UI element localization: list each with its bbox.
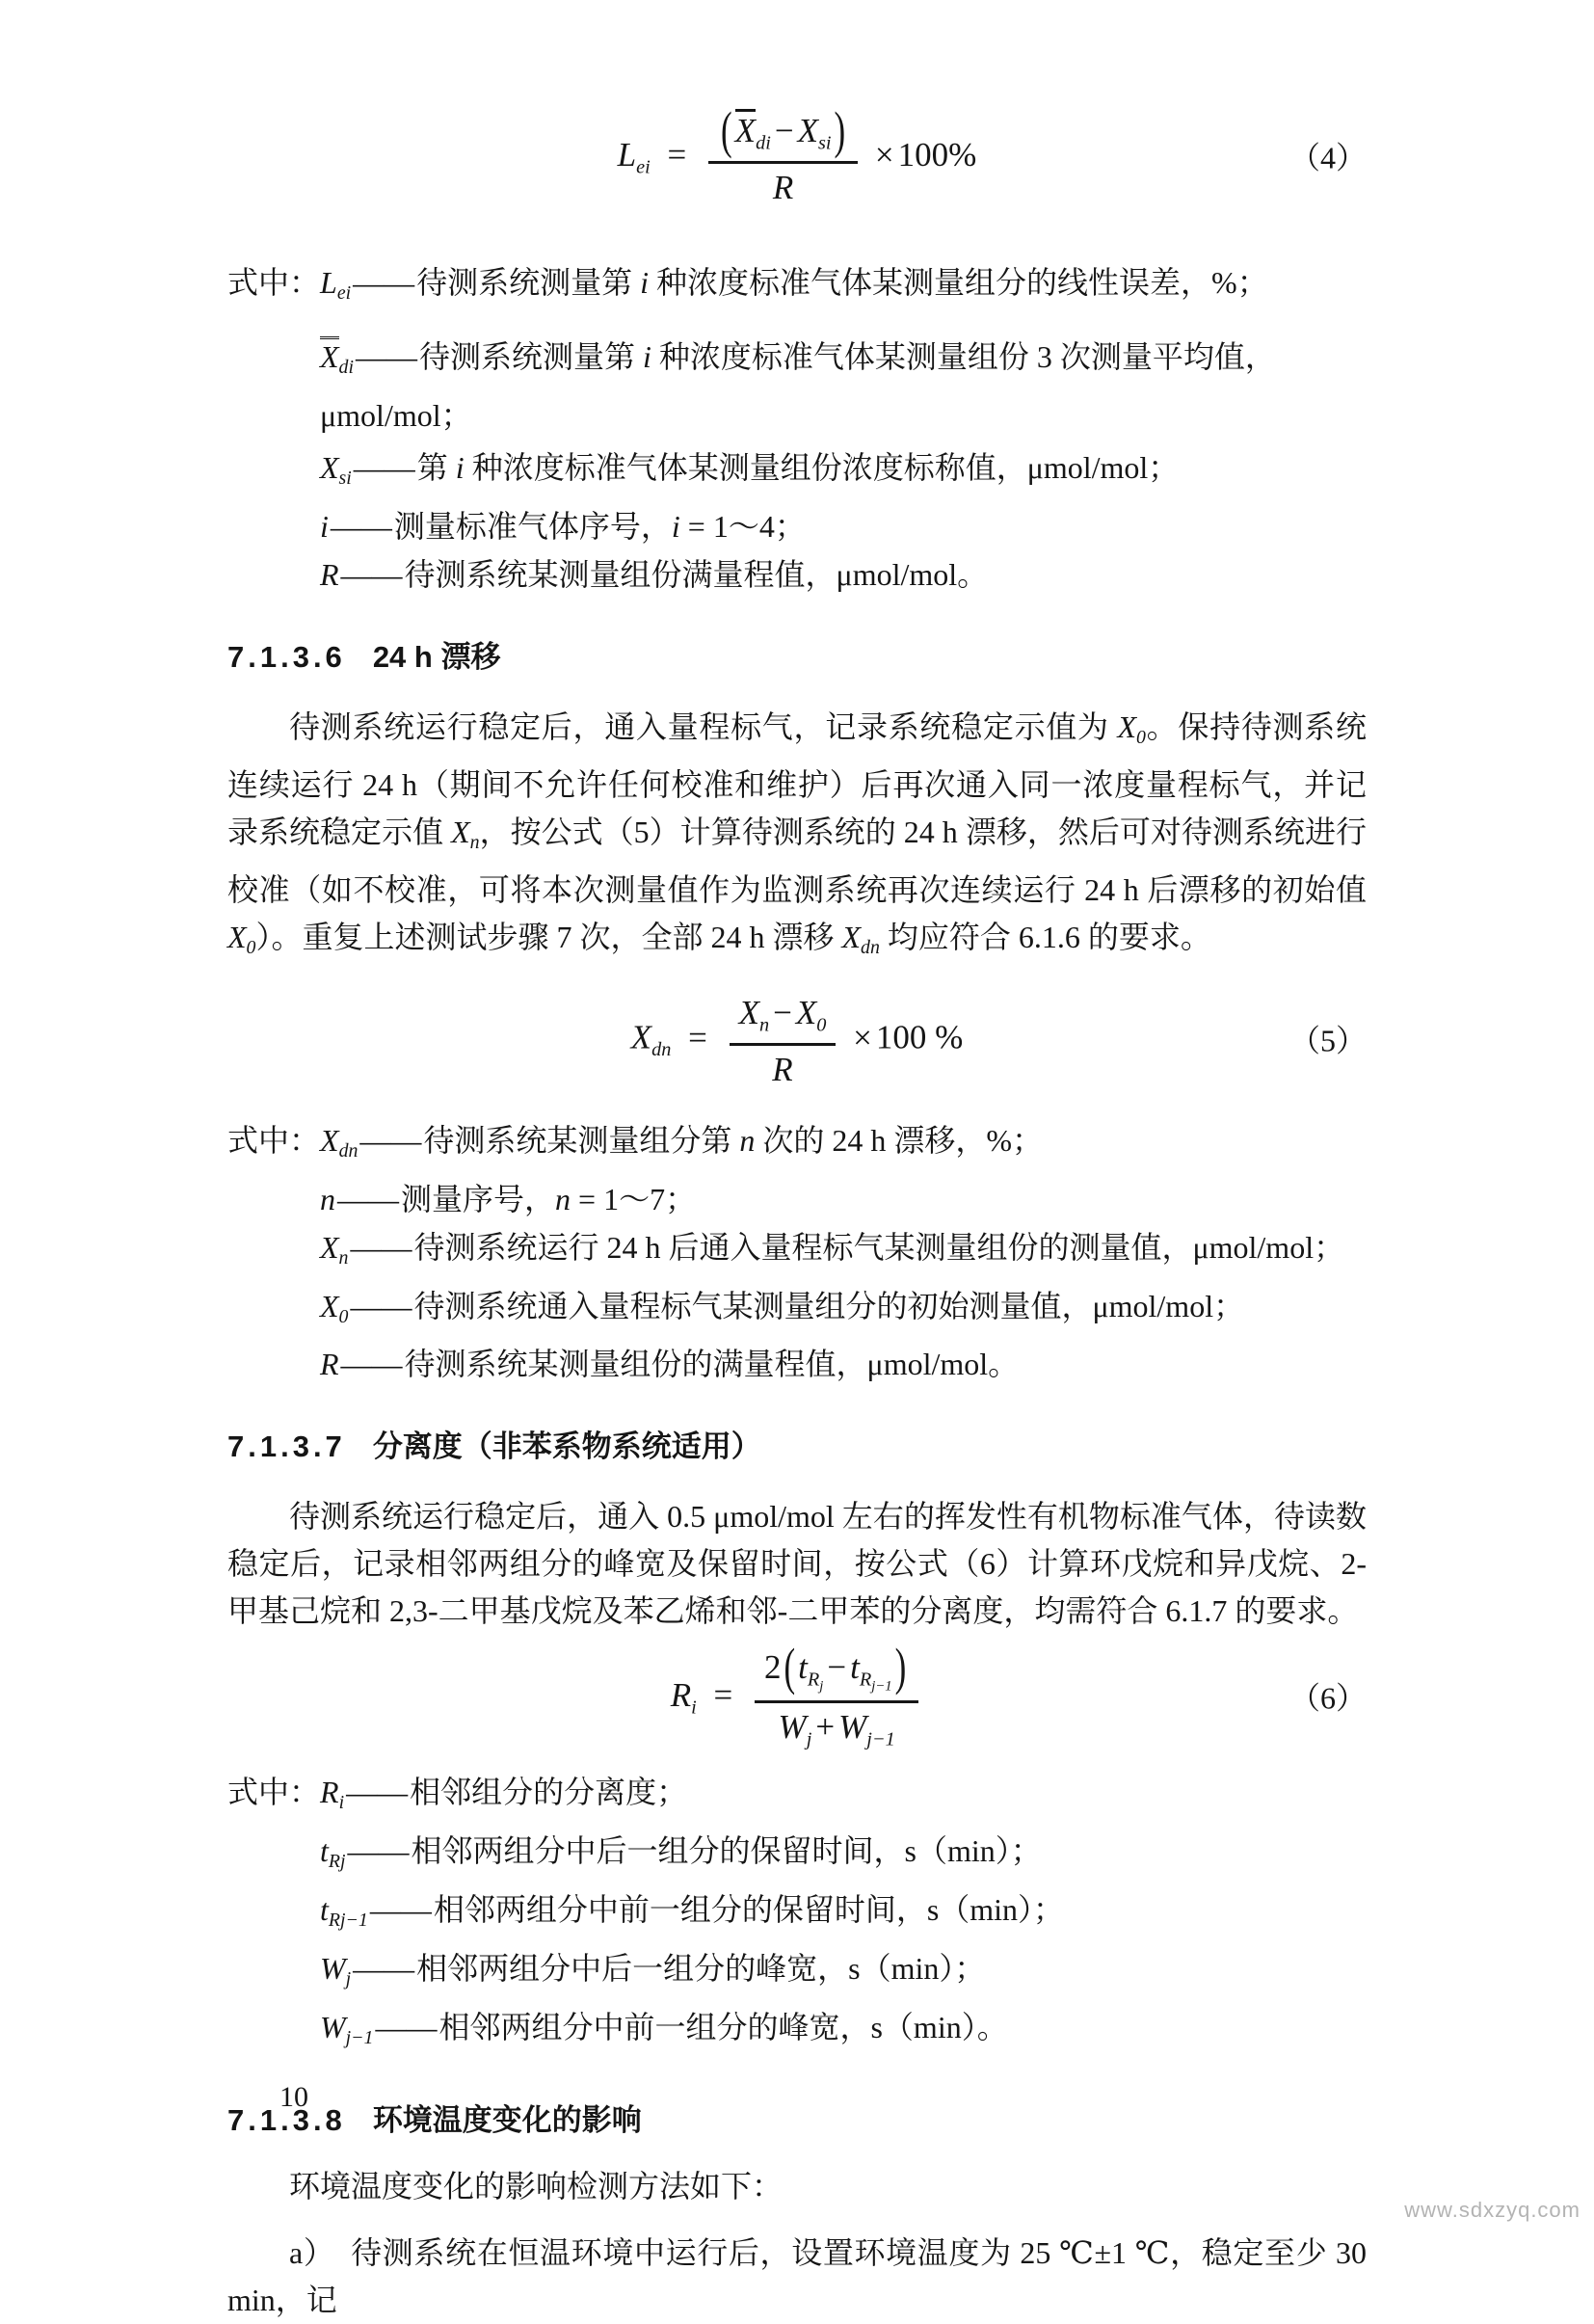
variable-run: si	[338, 467, 352, 489]
variable-run: n	[739, 1122, 756, 1158]
text-run: 环境温度变化的影响检测方法如下：	[289, 2169, 784, 2204]
variable-run: j	[345, 1968, 352, 1990]
definition-item	[227, 2003, 1367, 2062]
eq5-num-variable-2: X	[795, 994, 817, 1032]
eq4-fraction	[708, 101, 858, 209]
section-title: 环境温度变化的影响	[372, 2103, 642, 2138]
definition-term	[320, 449, 352, 489]
eq6-width-variable-2: W	[838, 1708, 867, 1747]
definition-dash: ——	[369, 1892, 432, 1928]
variable-run: X	[320, 1229, 339, 1265]
definition-term	[320, 2010, 374, 2049]
definition-description	[413, 1230, 1344, 1265]
definition-description	[438, 2010, 1007, 2044]
variable-run: i	[640, 265, 650, 300]
paragraph-resolution	[227, 1493, 1367, 1635]
definition-dash: ——	[337, 1181, 399, 1216]
eq6-minus-sign: −	[827, 1648, 847, 1687]
definition-item	[227, 317, 1367, 443]
eq6-width-variable-1: W	[778, 1708, 807, 1747]
section-heading-7-1-3-7	[227, 1423, 1367, 1470]
section-number: 7.1.3.8	[227, 2103, 346, 2138]
definition-item	[227, 1340, 1367, 1388]
definition-item	[227, 1885, 1367, 1944]
text-run: 种浓度标准气体某测量组份 3 次测量平均值，μmol/mol；	[320, 338, 1276, 433]
definition-dash: ——	[353, 265, 415, 300]
eq4-minus-sign: −	[774, 112, 794, 150]
equation-4	[617, 101, 977, 209]
definition-description	[405, 1347, 1020, 1381]
eq5-numerator	[730, 990, 837, 1046]
variable-run: X	[841, 919, 862, 954]
paragraph-temperature-intro	[227, 2163, 1367, 2210]
eq4-nominal-variable: X	[797, 112, 818, 150]
equation-5	[631, 990, 964, 1091]
text-run: 相邻两组分中前一组分的保留时间，s（min）；	[433, 1892, 1065, 1928]
eq4-close-paren: )	[834, 101, 846, 160]
definition-lead: 式中：	[227, 1775, 321, 1810]
definition-item	[227, 1282, 1367, 1341]
definition-description	[410, 1775, 687, 1809]
text-run: 待测系统某测量组分第	[423, 1122, 740, 1158]
eq6-width-subscript-1: j	[806, 1729, 812, 1751]
definition-lead: 式中：	[227, 265, 321, 300]
variable-run: i	[455, 449, 465, 485]
variable-run: j−1	[345, 2027, 374, 2049]
text-run: = 1～7；	[571, 1181, 697, 1216]
definition-description	[394, 509, 806, 544]
definition-term	[320, 1833, 346, 1873]
eq5-num-subscript-1: n	[758, 1014, 770, 1036]
eq6-denominator	[779, 1703, 895, 1752]
definition-dash: ——	[355, 338, 417, 374]
text-run: 第	[416, 449, 456, 485]
equation-6-number: （6）	[1288, 1680, 1367, 1716]
text-run: 相邻两组分中后一组分的峰宽，s（min）；	[416, 1951, 986, 1987]
variable-run: n	[338, 1246, 349, 1269]
equation-4-number: （4）	[1288, 140, 1367, 175]
eq6-retention-variable-2: t	[850, 1648, 860, 1687]
definition-term	[320, 265, 352, 304]
eq6-retention-subscript-1: R	[807, 1670, 820, 1692]
eq5-denominator: R	[772, 1051, 793, 1089]
text-run: 次的 24 h 漂移，%；	[755, 1122, 1044, 1158]
eq4-nominal-subscript: si	[817, 132, 832, 154]
eq5-lhs-subscript: dn	[651, 1039, 672, 1061]
definition-description	[320, 339, 1276, 433]
eq5-factor: 100 %	[875, 1018, 964, 1056]
eq4-mean-variable: X	[735, 109, 756, 149]
text-run: a） 待测系统在恒温环境中运行后，设置环境温度为 25 ℃±1 ℃，稳定至少 30 min，记	[227, 2235, 1367, 2318]
eq5-times-sign: ×	[853, 1018, 872, 1056]
variable-run: n	[320, 1181, 335, 1216]
paragraph-temperature-item-a	[227, 2230, 1367, 2324]
definition-description	[401, 1182, 696, 1216]
definition-term	[320, 1775, 345, 1814]
text-run: 相邻组分的分离度；	[410, 1775, 688, 1810]
variable-run: i	[338, 1792, 345, 1814]
eq4-times-sign: ×	[874, 136, 894, 174]
eq6-coefficient: 2	[764, 1648, 782, 1687]
eq4-lhs-subscript: ei	[636, 156, 651, 178]
section-number: 7.1.3.6	[227, 639, 346, 674]
eq4-numerator	[708, 101, 858, 164]
definition-dash: ——	[375, 2010, 438, 2045]
equation-4-definitions	[227, 258, 1367, 599]
text-run: 。保持待测系统连续运行 24 h（期间不允许任何校准和维护）后再次通入同一浓度量程标气，并记录系统稳定示值	[227, 708, 1367, 849]
variable-run: 0	[338, 1305, 349, 1327]
definition-lead: 式中：	[227, 1122, 321, 1158]
definition-item	[227, 1223, 1367, 1282]
definition-term	[320, 1892, 368, 1932]
variable-run: L	[320, 265, 337, 300]
definition-description	[405, 557, 989, 592]
eq4-open-paren: (	[721, 101, 732, 160]
text-run: ，按公式（5）计算待测系统的 24 h 漂移，然后可对待测系统进行校准（如不校准，可将本次测量值作为监测系统再次连续运行 24 h 后漂移的初始值	[227, 814, 1367, 907]
definition-term	[320, 1122, 359, 1162]
variable-run: n	[469, 831, 480, 853]
definition-item	[227, 1116, 1367, 1175]
definition-description	[423, 1123, 1043, 1158]
equation-6-block	[227, 1637, 1367, 1760]
section-heading-7-1-3-6	[227, 633, 1367, 681]
definition-term	[320, 1288, 349, 1327]
definition-dash: ——	[350, 1229, 412, 1265]
variable-run: 0	[1136, 726, 1146, 748]
variable-run: X	[320, 336, 339, 374]
text-run: 待测系统运行 24 h 后通入量程标气某测量组份的测量值，μmol/mol；	[413, 1229, 1345, 1265]
eq4-factor: 100%	[897, 136, 977, 174]
definition-term	[320, 338, 354, 378]
text-run: 待测系统运行稳定后，通入 0.5 μmol/mol 左右的挥发性有机物标准气体，待读数稳定后，记录相邻两组分的峰宽及保留时间，按公式（6）计算环戊烷和异戊烷、2-甲基己烷和 2,3-二甲基戊烷及苯乙烯和邻-二甲苯的分离度，均需符合 6.1.7 的要求。	[227, 1499, 1367, 1629]
eq4-equals-sign: =	[667, 136, 687, 174]
eq6-lhs-variable: R	[670, 1676, 692, 1715]
text-run: 种浓度标准气体某测量组分的线性误差，%；	[649, 265, 1268, 300]
definition-item	[227, 1827, 1367, 1885]
definition-dash: ——	[346, 1775, 409, 1810]
variable-run: di	[338, 356, 354, 378]
variable-run: X	[451, 814, 470, 849]
definition-term	[320, 1182, 335, 1216]
text-run: 待测系统运行稳定后，通入量程标气，记录系统稳定示值为	[289, 708, 1118, 744]
eq6-open-paren: (	[784, 1638, 796, 1696]
definition-item	[227, 1944, 1367, 2003]
variable-run: t	[320, 1892, 329, 1928]
definition-item	[227, 443, 1367, 502]
text-run: 测量标准气体序号，	[393, 508, 672, 544]
definition-item	[227, 1175, 1367, 1223]
variable-run: i	[671, 508, 680, 544]
eq6-retention-variable-1: t	[798, 1648, 808, 1687]
text-run: ）。重复上述测试步骤 7 次，全部 24 h 漂移	[255, 919, 842, 954]
eq6-lhs-subscript: i	[691, 1697, 697, 1720]
definition-dash: ——	[350, 1288, 412, 1323]
eq6-equals-sign: =	[713, 1676, 733, 1715]
variable-run: W	[320, 1951, 346, 1987]
eq6-retention-subsubscript-2: j−1	[871, 1678, 892, 1695]
equation-5-number: （5）	[1288, 1023, 1367, 1058]
variable-run: R	[320, 1347, 339, 1382]
variable-run: ei	[336, 281, 352, 304]
text-run: 均应符合 6.1.6 的要求。	[879, 919, 1211, 954]
equation-6	[670, 1638, 924, 1752]
equation-5-block	[227, 987, 1367, 1095]
variable-run: dn	[861, 936, 880, 958]
text-run: 待测系统某测量组份的满量程值，μmol/mol。	[404, 1347, 1020, 1382]
variable-run: X	[320, 1122, 339, 1158]
equation-4-block	[227, 100, 1367, 216]
definition-item	[227, 1768, 1367, 1827]
variable-run: i	[643, 338, 651, 374]
eq6-fraction	[755, 1638, 918, 1752]
variable-run: Rj−1	[328, 1910, 368, 1932]
definition-term	[320, 509, 329, 544]
definition-item	[227, 550, 1367, 599]
eq5-num-variable-1: X	[738, 994, 759, 1032]
text-run: 待测系统测量第	[416, 265, 641, 300]
definition-description	[413, 1289, 1244, 1323]
eq6-width-subscript-2: j−1	[866, 1729, 895, 1751]
definition-dash: ——	[330, 508, 392, 544]
definition-description	[412, 1833, 1042, 1868]
text-run: 相邻两组分中前一组分的峰宽，s（min）。	[438, 2010, 1008, 2045]
text-run: 种浓度标准气体某测量组份浓度标称值，μmol/mol；	[464, 449, 1180, 485]
definition-description	[417, 450, 1180, 485]
definition-dash: ——	[359, 1122, 422, 1158]
definition-description	[416, 265, 1268, 300]
text-run: 测量序号，	[401, 1181, 556, 1216]
eq4-lhs-variable: L	[617, 136, 637, 174]
variable-run: dn	[338, 1139, 359, 1162]
text-run: 待测系统某测量组份满量程值，μmol/mol。	[404, 556, 989, 592]
variable-run: R	[320, 1775, 339, 1810]
text-run: 待测系统测量第	[418, 338, 643, 374]
eq4-denominator: R	[772, 169, 794, 207]
variable-run: X	[1117, 708, 1137, 744]
variable-run: t	[320, 1833, 329, 1869]
eq6-plus-sign: +	[815, 1708, 836, 1747]
eq6-retention-subscript-2: R	[859, 1670, 872, 1692]
equation-6-definitions	[227, 1768, 1367, 2062]
paragraph-24h-drift	[227, 704, 1367, 972]
equation-5-definitions	[227, 1116, 1367, 1389]
eq5-lhs-variable: X	[630, 1018, 652, 1056]
variable-run: n	[555, 1181, 571, 1216]
definition-dash: ——	[347, 1833, 410, 1869]
variable-run: i	[320, 508, 329, 544]
variable-run: 0	[246, 936, 256, 958]
variable-run: X	[320, 1288, 339, 1323]
variable-run: X	[320, 449, 339, 485]
section-number: 7.1.3.7	[227, 1429, 346, 1464]
definition-description	[416, 1951, 985, 1986]
text-run: 待测系统通入量程标气某测量组分的初始测量值，μmol/mol；	[413, 1288, 1245, 1323]
eq4-mean-subscript: di	[756, 132, 771, 154]
eq6-numerator	[755, 1638, 918, 1703]
definition-term	[320, 1229, 349, 1269]
watermark-text: www.sdxzyq.com	[1404, 2198, 1581, 2222]
eq5-minus-sign: −	[773, 994, 792, 1032]
section-title: 分离度（非苯系物系统适用）	[372, 1429, 761, 1464]
definition-item	[227, 258, 1367, 317]
eq6-close-paren: )	[894, 1638, 907, 1696]
eq5-fraction	[730, 990, 837, 1091]
eq6-retention-subsubscript-1: j	[819, 1678, 824, 1695]
text-run: 相邻两组分中后一组分的保留时间，s（min）；	[411, 1833, 1042, 1869]
text-run: = 1～4；	[679, 508, 806, 544]
page-number: 10	[279, 2081, 308, 2113]
definition-dash: ——	[340, 1347, 403, 1382]
definition-description	[434, 1892, 1064, 1927]
definition-item	[227, 502, 1367, 550]
eq5-equals-sign: =	[688, 1018, 707, 1056]
variable-run: R	[320, 556, 339, 592]
definition-dash: ——	[353, 449, 415, 485]
definition-term	[320, 1951, 352, 1990]
definition-term	[320, 1347, 339, 1381]
variable-run: X	[227, 919, 247, 954]
definition-term	[320, 557, 339, 592]
definition-dash: ——	[340, 556, 403, 592]
variable-run: W	[320, 2010, 346, 2045]
eq5-num-subscript-2: 0	[816, 1014, 827, 1036]
definition-dash: ——	[353, 1951, 415, 1987]
section-heading-7-1-3-8	[227, 2097, 1367, 2144]
section-title: 24 h 漂移	[372, 639, 501, 674]
variable-run: Rj	[328, 1851, 346, 1873]
